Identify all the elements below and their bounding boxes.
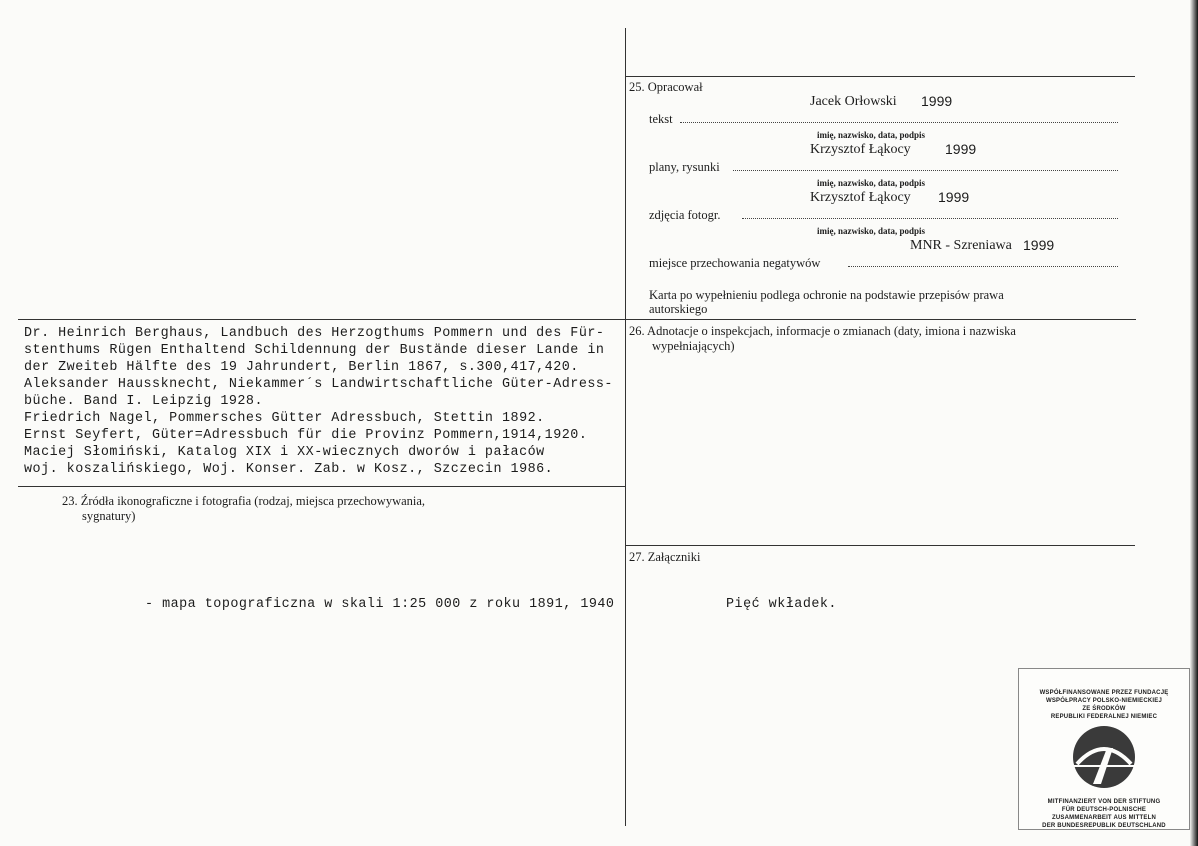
- plans-author-year: 1999: [945, 141, 977, 157]
- text-caption: imię, nazwisko, data, podpis: [817, 130, 926, 140]
- negatives-label: miejsce przechowania negatywów: [649, 256, 821, 270]
- stamp-bottom-text: MITFINANZIERT VON DER STIFTUNG FÜR DEUTSCH-POLNISCHE ZUSAMMENARBEIT AUS MITTELN DER BUNDESREPUBLIK DEUTSCHLAND: [1042, 799, 1166, 829]
- section-25-heading: 25. Opracował: [629, 80, 703, 94]
- scan-edge: [1190, 0, 1198, 846]
- plans-author-name: Krzysztof Łąkocy: [810, 142, 911, 157]
- bibliography-line: Friedrich Nagel, Pommersches Gütter Adressbuch, Stettin 1892.: [24, 411, 545, 426]
- negatives-place: MNR - Szreniawa: [910, 238, 1012, 253]
- section-26-heading-line2: wypełniających): [652, 339, 735, 353]
- negatives-year: 1999: [1023, 237, 1055, 253]
- center-divider: [625, 28, 626, 826]
- bibliography: [24, 325, 624, 478]
- copyright-note-line2: autorskiego: [649, 302, 708, 316]
- bridge-logo-icon: [1071, 724, 1137, 790]
- bibliography-line: Maciej Słomiński, Katalog XIX i XX-wiecznych dworów i pałaców: [24, 445, 545, 460]
- bibliography-line: stenthums Rügen Enthaltend Schildennung der Bustände dieser Lande in: [24, 343, 605, 358]
- photos-label: zdjęcia fotogr.: [649, 208, 721, 222]
- photos-author-name: Krzysztof Łąkocy: [810, 190, 911, 205]
- text-author-name: Jacek Orłowski: [810, 94, 897, 109]
- rule-26-top: [18, 319, 1136, 320]
- bibliography-line: Dr. Heinrich Berghaus, Landbuch des Herzogthums Pommern und des Für-: [24, 326, 605, 341]
- photos-author-year: 1999: [938, 189, 970, 205]
- bibliography-line: woj. koszalińskiego, Woj. Konser. Zab. w Kosz., Szczecin 1986.: [24, 462, 554, 477]
- plans-label: plany, rysunki: [649, 160, 720, 174]
- rule-23-top: [18, 486, 625, 487]
- rule-25-top: [625, 76, 1135, 77]
- foundation-stamp: [1018, 668, 1190, 830]
- section-23-entry: - mapa topograficzna w skali 1:25 000 z roku 1891, 1940: [145, 597, 615, 612]
- bibliography-line: büche. Band I. Leipzig 1928.: [24, 394, 263, 409]
- stamp-top-text: WSPÓŁFINANSOWANE PRZEZ FUNDACJĘ WSPÓŁPRACY POLSKO-NIEMIECKIEJ ZE ŚRODKÓW REPUBLIKI FEDERALNEJ NIEMIEC: [1039, 690, 1169, 720]
- bibliography-line: Ernst Seyfert, Güter=Adressbuch für die Provinz Pommern,1914,1920.: [24, 428, 588, 443]
- bibliography-line: Aleksander Haussknecht, Niekammer´s Landwirtschaftliche Güter-Adress-: [24, 377, 613, 392]
- text-signature-line: [680, 122, 1118, 123]
- negatives-line: [848, 266, 1118, 267]
- text-author-year: 1999: [921, 93, 953, 109]
- section-27-heading: 27. Załączniki: [629, 550, 701, 564]
- copyright-note-line1: Karta po wypełnieniu podlega ochronie na podstawie przepisów prawa: [649, 288, 1004, 302]
- section-26-heading-line1: 26. Adnotacje o inspekcjach, informacje o zmianach (daty, imiona i nazwiska: [629, 324, 1016, 338]
- section-23-heading-line1: 23. Źródła ikonograficzne i fotografia (rodzaj, miejsca przechowywania,: [62, 494, 426, 508]
- plans-signature-line: [733, 170, 1118, 171]
- section-23-heading-line2: sygnatury): [82, 509, 136, 523]
- section-27-entry: Pięć wkładek.: [726, 597, 837, 612]
- plans-caption: imię, nazwisko, data, podpis: [817, 178, 926, 188]
- rule-27-top: [625, 545, 1135, 546]
- photos-caption: imię, nazwisko, data, podpis: [817, 226, 926, 236]
- bibliography-line: der Zweiteb Hälfte des 19 Jahrundert, Berlin 1867, s.300,417,420.: [24, 360, 579, 375]
- photos-signature-line: [742, 218, 1118, 219]
- text-label: tekst: [649, 112, 673, 126]
